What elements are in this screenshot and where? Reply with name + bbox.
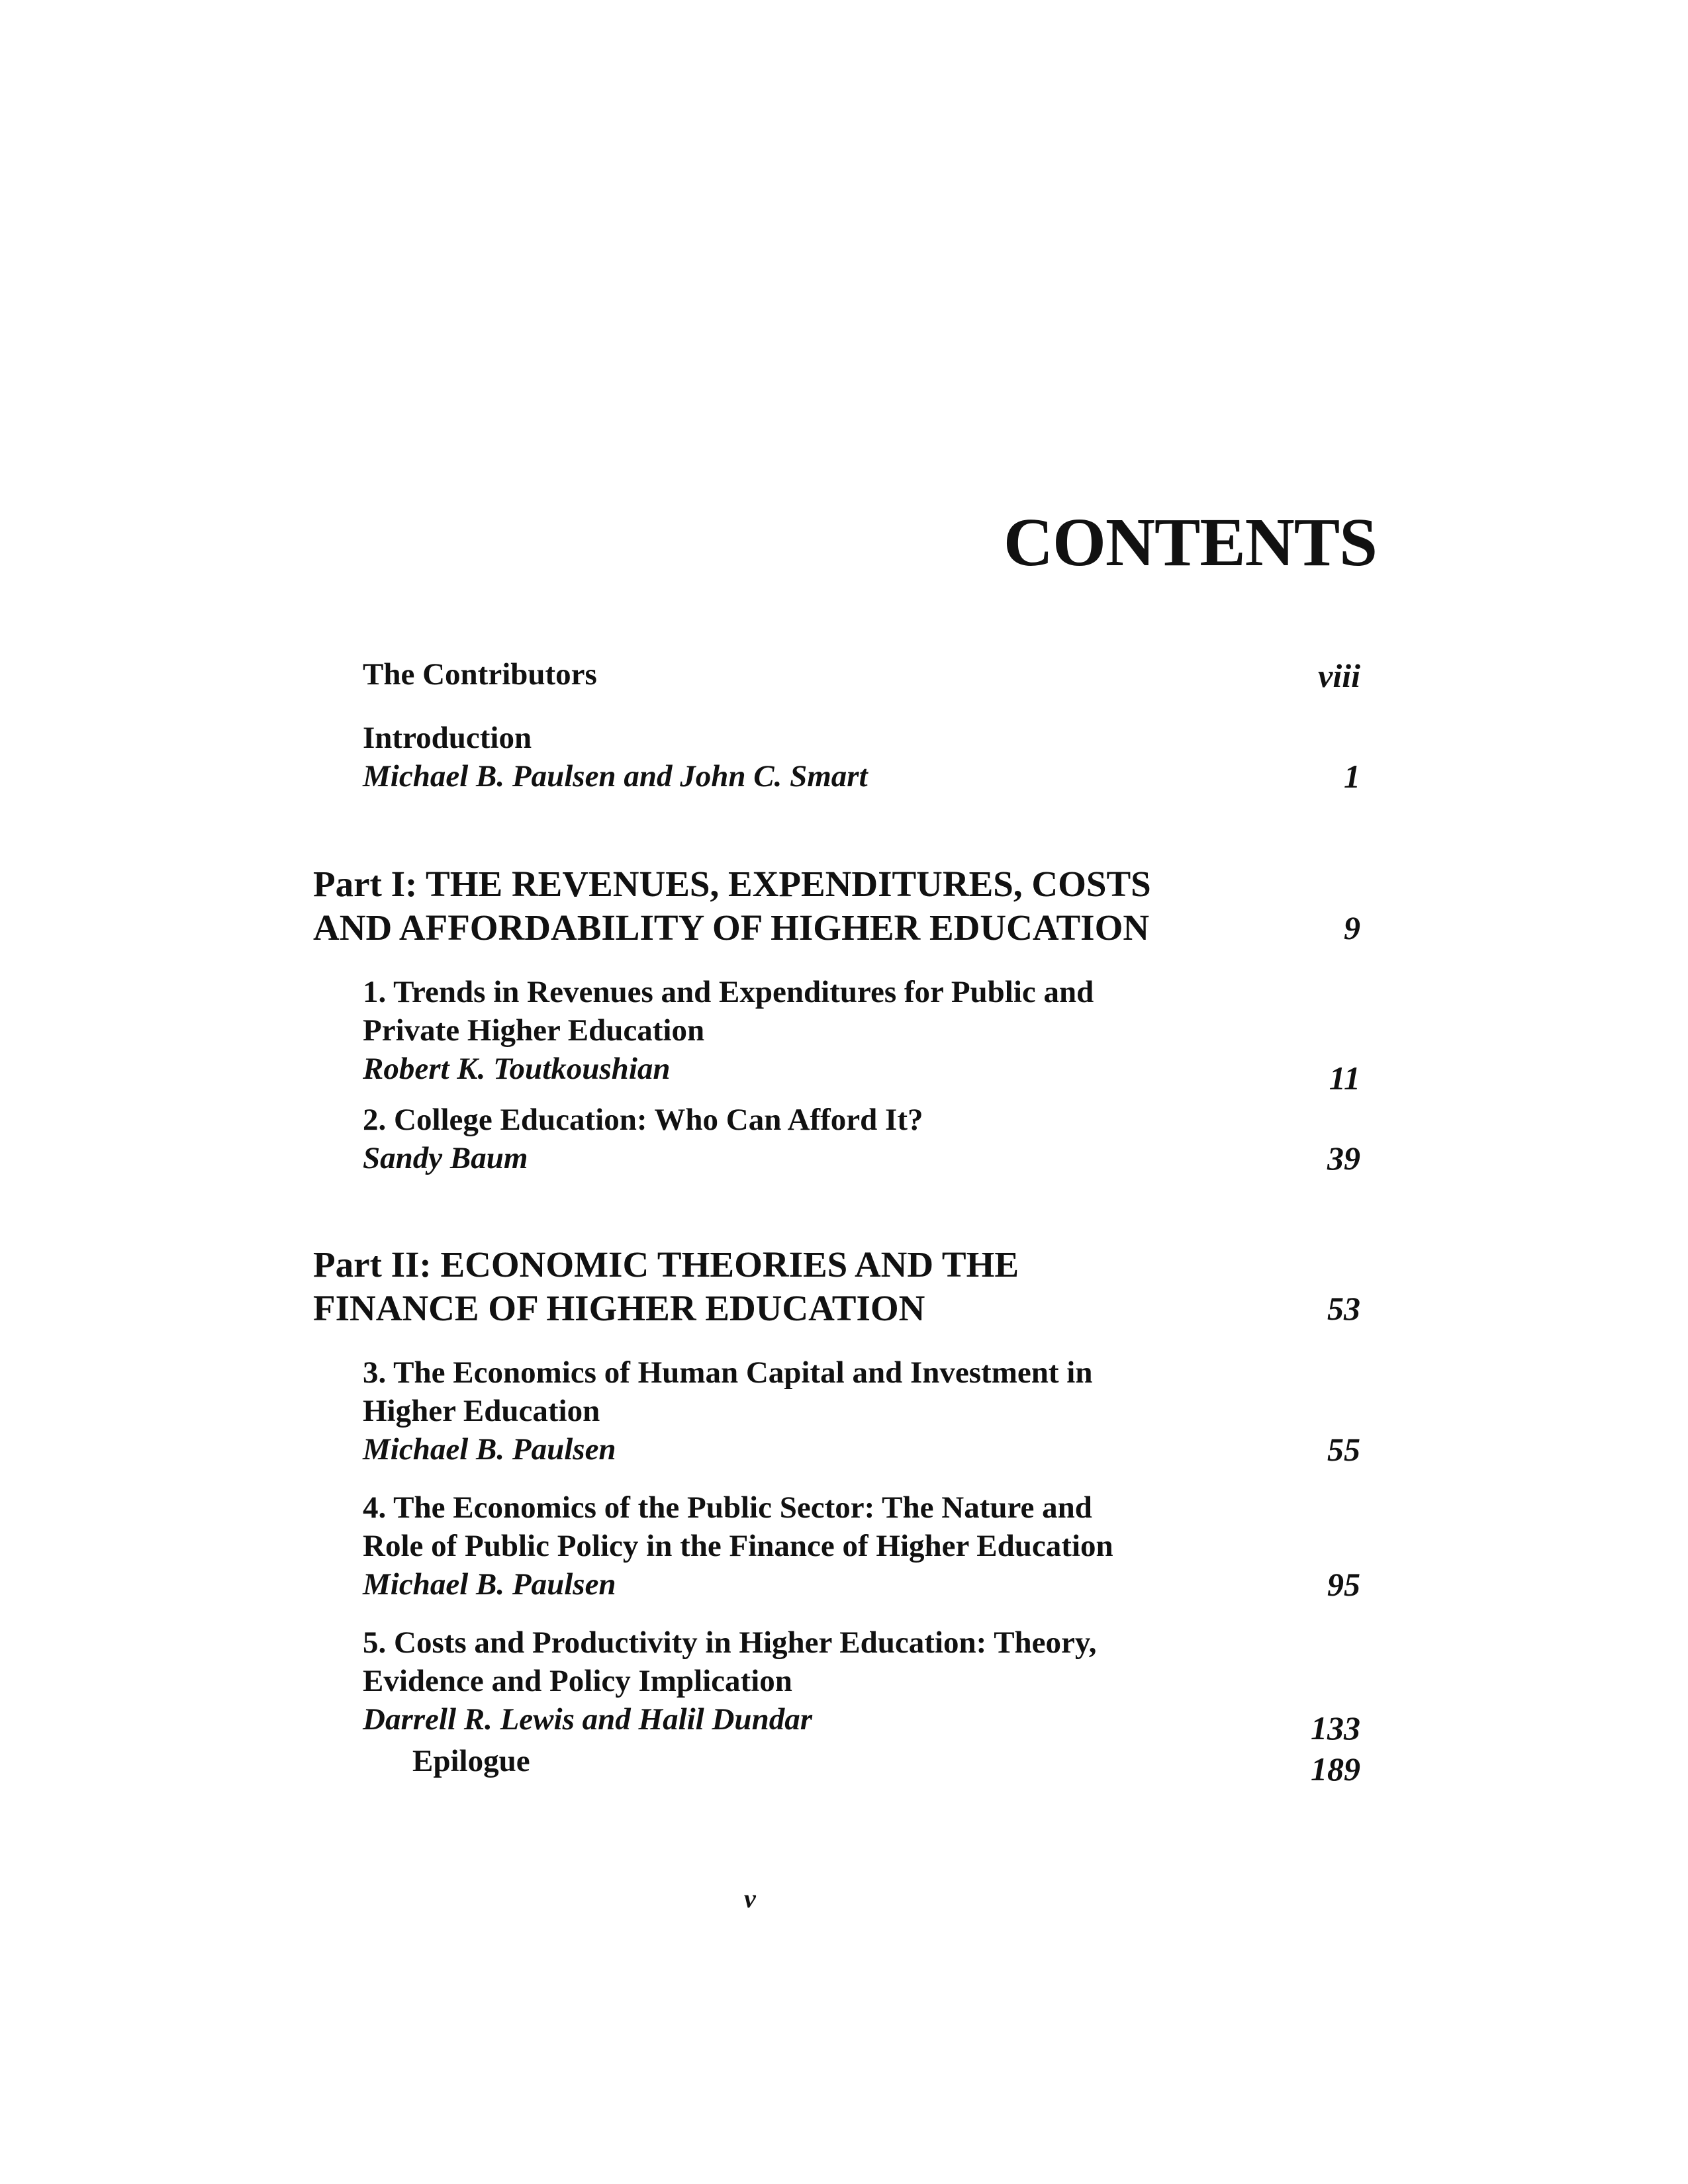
toc-part2-line2: FINANCE OF HIGHER EDUCATION: [313, 1288, 925, 1328]
toc-chapter4-line1: 4. The Economics of the Public Sector: The Nature and: [363, 1490, 1092, 1525]
toc-author-chapter2: Sandy Baum: [363, 1141, 528, 1175]
page-number: v: [744, 1884, 756, 1913]
toc-part1-line2: AND AFFORDABILITY OF HIGHER EDUCATION: [313, 907, 1150, 948]
toc-entry-introduction: Introduction: [363, 721, 532, 755]
toc-page-part2: 53: [1327, 1290, 1360, 1327]
toc-chapter4-line2: Role of Public Policy in the Finance of Higher Education: [363, 1529, 1113, 1563]
page-title: CONTENTS: [1003, 504, 1377, 580]
toc-entry-epilogue: Epilogue: [412, 1744, 530, 1778]
toc-page-part1: 9: [1344, 909, 1360, 946]
toc-page-chapter5: 133: [1311, 1709, 1360, 1747]
toc-author-introduction: Michael B. Paulsen and John C. Smart: [363, 759, 868, 794]
toc-author-chapter1: Robert K. Toutkoushian: [363, 1052, 671, 1086]
toc-chapter3-line1: 3. The Economics of Human Capital and Investment in: [363, 1355, 1093, 1390]
toc-part1-line1: Part I: THE REVENUES, EXPENDITURES, COSTS: [313, 864, 1151, 904]
toc-page-chapter1: 11: [1329, 1060, 1360, 1097]
toc-chapter1-line1: 1. Trends in Revenues and Expenditures for Public and: [363, 975, 1094, 1009]
toc-page-contributors: viii: [1318, 657, 1360, 694]
toc-part2-line1: Part II: ECONOMIC THEORIES AND THE: [313, 1244, 1019, 1285]
toc-page-chapter2: 39: [1327, 1140, 1360, 1177]
toc-chapter5-line1: 5. Costs and Productivity in Higher Education: Theory,: [363, 1625, 1097, 1660]
toc-author-chapter4: Michael B. Paulsen: [363, 1567, 616, 1602]
toc-chapter3-line2: Higher Education: [363, 1394, 600, 1428]
toc-page-chapter3: 55: [1327, 1431, 1360, 1468]
toc-page-introduction: 1: [1344, 758, 1360, 795]
toc-author-chapter3: Michael B. Paulsen: [363, 1432, 616, 1467]
toc-author-chapter5: Darrell R. Lewis and Halil Dundar: [363, 1702, 812, 1737]
toc-chapter2-line1: 2. College Education: Who Can Afford It?: [363, 1103, 923, 1137]
toc-chapter1-line2: Private Higher Education: [363, 1013, 705, 1048]
toc-page-chapter4: 95: [1327, 1566, 1360, 1603]
toc-chapter5-line2: Evidence and Policy Implication: [363, 1664, 792, 1698]
toc-page-epilogue: 189: [1311, 1751, 1360, 1788]
toc-entry-contributors: The Contributors: [363, 657, 597, 692]
